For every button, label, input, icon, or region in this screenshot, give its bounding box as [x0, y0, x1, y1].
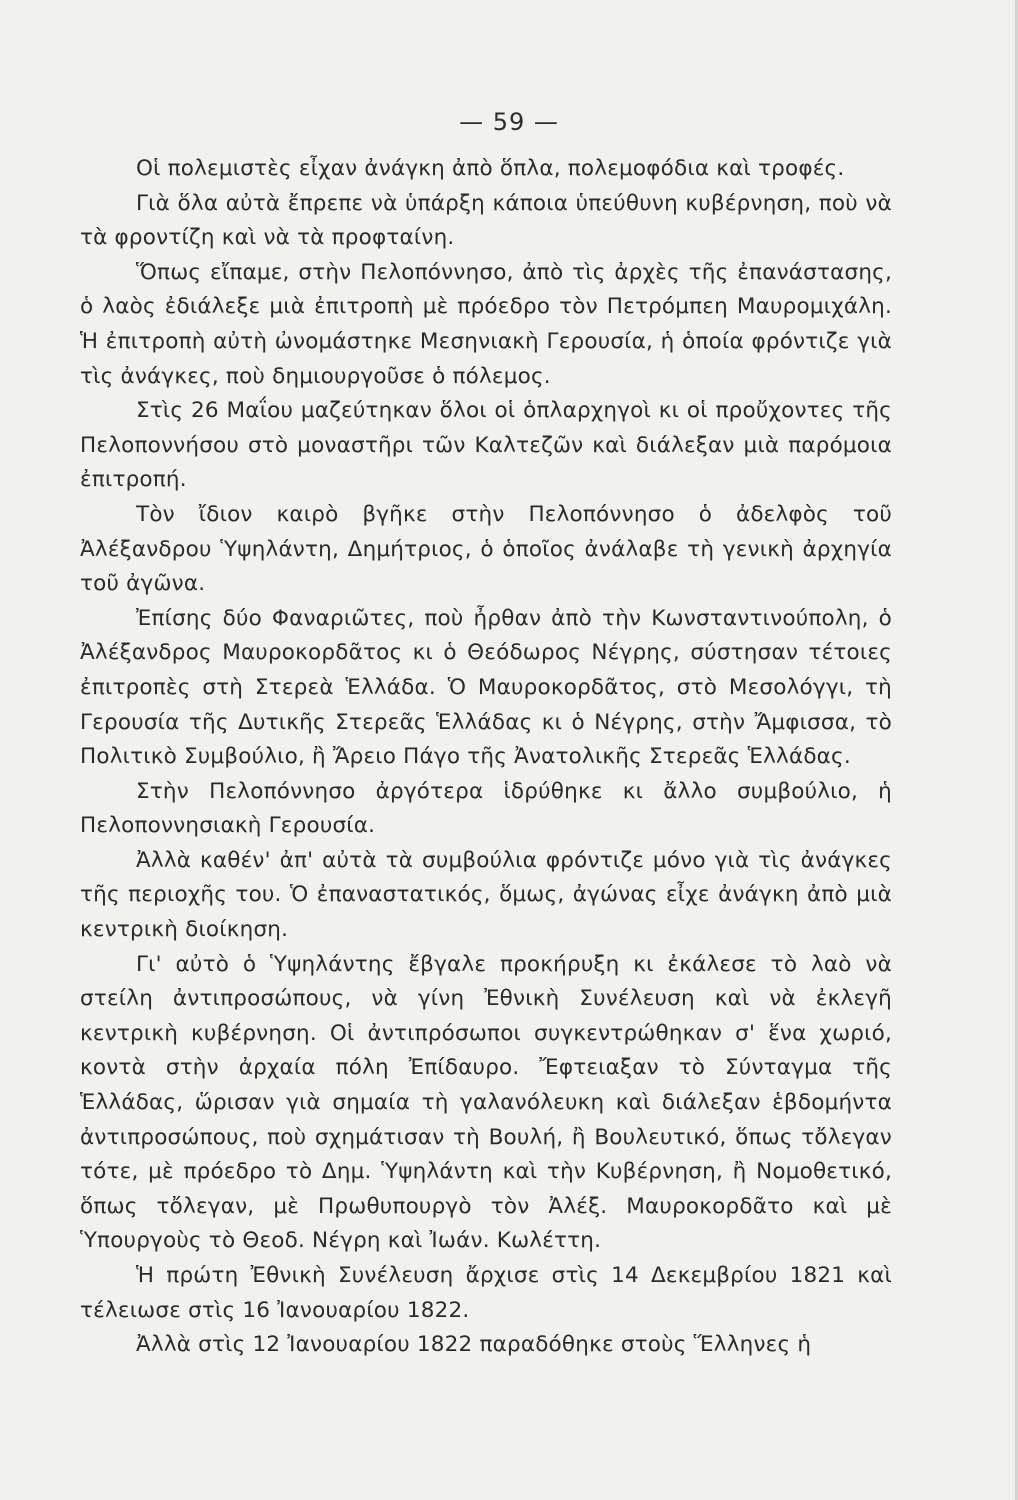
paragraph: Ἀλλὰ καθέν' ἀπ' αὐτὰ τὰ συμβούλια φρόντιζε μόνο γιὰ τὶς ἀνάγκες τῆς περιοχῆς του. Ὁ ἐπαναστατικός, ὅμως, ἀγώνας εἶχε ἀνάγκη ἀπὸ μιὰ κεντρικὴ διοίκηση.	[80, 847, 892, 943]
paragraph: Ἀλλὰ στὶς 12 Ἰανουαρίου 1822 παραδόθηκε στοὺς Ἕλληνες ἡ	[136, 1332, 812, 1358]
paragraph: Ἡ πρώτη Ἐθνικὴ Συνέλευση ἄρχισε στὶς 14 Δεκεμβρίου 1821 καὶ τέλειωσε στὶς 16 Ἰανουαρίου 1822.	[80, 1263, 892, 1323]
body-text	[80, 152, 892, 1363]
paragraph: Στὴν Πελοπόννησο ἀργότερα ἱδρύθηκε κι ἄλλο συμβούλιο, ἡ Πελοποννησιακὴ Γερουσία.	[80, 778, 892, 839]
page-number: — 59 —	[459, 108, 559, 136]
paragraph: Γιὰ ὅλα αὐτὰ ἔπρεπε νὰ ὑπάρξη κάποια ὑπεύθυνη κυβέρνηση, ποὺ νὰ τὰ φροντίζη καὶ νὰ τὰ προφταίνη.	[80, 190, 892, 251]
paragraph: Γι' αὐτὸ ὁ Ὑψηλάντης ἔβγαλε προκήρυξη κι ἐκάλεσε τὸ λαὸ νὰ στείλη ἀντιπροσώπους, νὰ γίνη Ἐθνικὴ Συνέλευση καὶ νὰ ἐκλεγῆ κεντρικὴ κυβέρνηση. Οἱ ἀντιπρόσωποι συγκεντρώθηκαν σ' ἕνα χωριό, κοντὰ στὴν ἀρχαία πόλη Ἐπίδαυρο. Ἔφτειαξαν τὸ Σύνταγμα τῆς Ἑλλάδας, ὥρισαν γιὰ σημαία τὴ γαλανόλευκη καὶ διάλεξαν ἑβδομήντα ἀντιπροσώπους, ποὺ σχημάτισαν τὴ Βουλή, ἢ Βουλευτικό, ὅπως τὄλεγαν τότε, μὲ πρόεδρο τὸ Δημ. Ὑψηλάντη καὶ τὴν Κυβέρνηση, ἢ Νομοθετικό, ὅπως τὄλεγαν, μὲ Πρωθυπουργὸ τὸν Ἀλέξ. Μαυροκορδᾶτο καὶ μὲ Ὑπουργοὺς τὸ Θεοδ. Νέγρη καὶ Ἰωάν. Κωλέττη.	[80, 951, 892, 1254]
paragraph: Οἱ πολεμιστὲς εἶχαν ἀνάγκη ἀπὸ ὅπλα, πολεμοφόδια καὶ τροφές.	[136, 156, 845, 181]
paragraph: Στὶς 26 Μαΐου μαζεύτηκαν ὅλοι οἱ ὁπλαρχηγοὶ κι οἱ προὔχοντες τῆς Πελοποννήσου στὸ μοναστῆρι τῶν Καλτεζῶν καὶ διάλεξαν μιὰ παρόμοια ἐπιτροπή.	[80, 398, 892, 493]
paragraph: Ἐπίσης δύο Φαναριῶτες, ποὺ ἦρθαν ἀπὸ τὴν Κωνσταντινούπολη, ὁ Ἀλέξανδρος Μαυροκορδᾶτος κι ὁ Θεόδωρος Νέγρης, σύστησαν τέτοιες ἐπιτροπὲς στὴ Στερεὰ Ἑλλάδα. Ὁ Μαυροκορδᾶτος, στὸ Μεσολόγγι, τὴ Γερουσία τῆς Δυτικῆς Στερεᾶς Ἑλλάδας κι ὁ Νέγρης, στὴν Ἄμφισσα, τὸ Πολιτικὸ Συμβούλιο, ἢ Ἄρειο Πάγο τῆς Ἀνατολικῆς Στερεᾶς Ἑλλάδας.	[80, 605, 892, 770]
paragraph: Τὸν ἴδιον καιρὸ βγῆκε στὴν Πελοπόννησο ὁ ἀδελφὸς τοῦ Ἀλέξανδρου Ὑψηλάντη, Δημήτριος, ὁ ὁποῖος ἀνάλαβε τὴ γενικὴ ἀρχηγία τοῦ ἀγῶνα.	[80, 501, 892, 597]
paragraph: Ὅπως εἴπαμε, στὴν Πελοπόννησο, ἀπὸ τὶς ἀρχὲς τῆς ἐπανάστασης, ὁ λαὸς ἐδιάλεξε μιὰ ἐπιτροπὴ μὲ πρόεδρο τὸν Πετρόμπεη Μαυρομιχάλη. Ἡ ἐπιτροπὴ αὐτὴ ὠνομάστηκε Μεσηνιακὴ Γερουσία, ἡ ὁποία φρόντιζε γιὰ τὶς ἀνάγκες, ποὺ δημιουργοῦσε ὁ πόλεμος.	[80, 259, 892, 389]
